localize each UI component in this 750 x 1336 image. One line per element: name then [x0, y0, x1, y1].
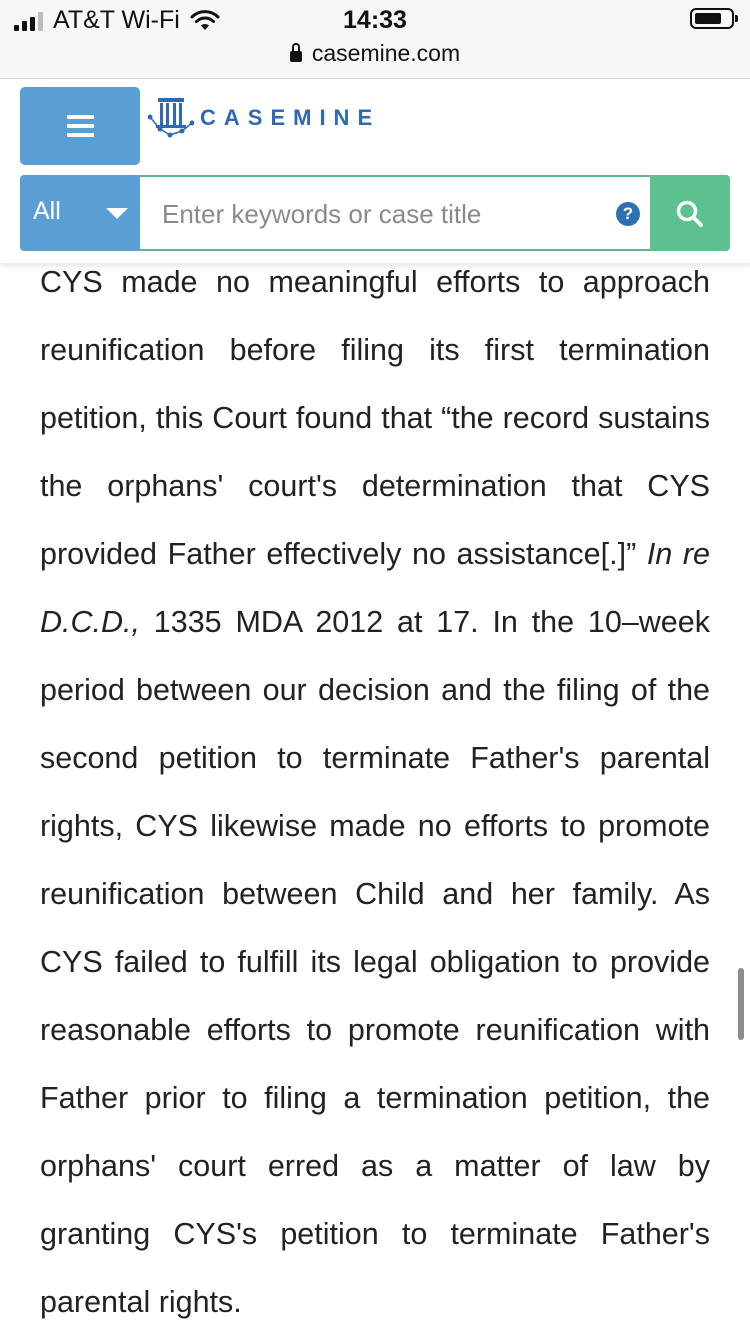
clock: 14:33 [343, 6, 407, 34]
search-input[interactable] [160, 177, 604, 251]
help-icon[interactable]: ? [616, 202, 640, 226]
address-bar[interactable] [0, 40, 750, 67]
article-body [40, 248, 710, 1336]
hamburger-menu-icon [67, 115, 94, 142]
search-bar [20, 175, 730, 251]
menu-button[interactable] [20, 87, 140, 165]
case-citation: In re D.C.D., [40, 537, 711, 639]
casemine-logo-icon [148, 95, 194, 141]
site-logo[interactable] [148, 95, 380, 141]
lock-icon [290, 51, 302, 62]
status-bar [0, 0, 750, 79]
battery-icon [690, 8, 734, 29]
partial-line-text: CYS made no meaningful efforts to approach reunification before filing its first [40, 265, 710, 367]
chevron-down-icon [106, 208, 128, 219]
logo-text: CASEMINE [200, 105, 381, 130]
page-scrollbar[interactable] [738, 968, 744, 1040]
search-button[interactable] [650, 175, 730, 251]
search-scope-label: All [33, 197, 61, 225]
search-scope-dropdown[interactable] [20, 175, 140, 251]
url-text: casemine.com [311, 40, 461, 66]
paragraph-text-start: termination petition, this Court found that “the record sustains the orphans' court's determination that CYS provided Father effectively no assistance[.]” [40, 333, 710, 571]
carrier-label: AT&T Wi-Fi [53, 6, 180, 34]
paragraph-text-end: 1335 MDA 2012 at 17. In the 10–week period between our decision and the filing of the second petition to terminate Father's parental rights, CYS likewise made no efforts to promote reunification between Child and her family. As CYS failed to fulfill its legal obligation to provide reasonable efforts to promote reunification with Father prior to filing a termination petition, the orphans' court erred as a matter of law by granting CYS's petition to terminate Father's parental rights. [40, 605, 710, 1319]
search-icon [675, 199, 705, 229]
search-field [140, 175, 650, 251]
site-header [0, 79, 750, 263]
article-paragraph [40, 248, 710, 1336]
